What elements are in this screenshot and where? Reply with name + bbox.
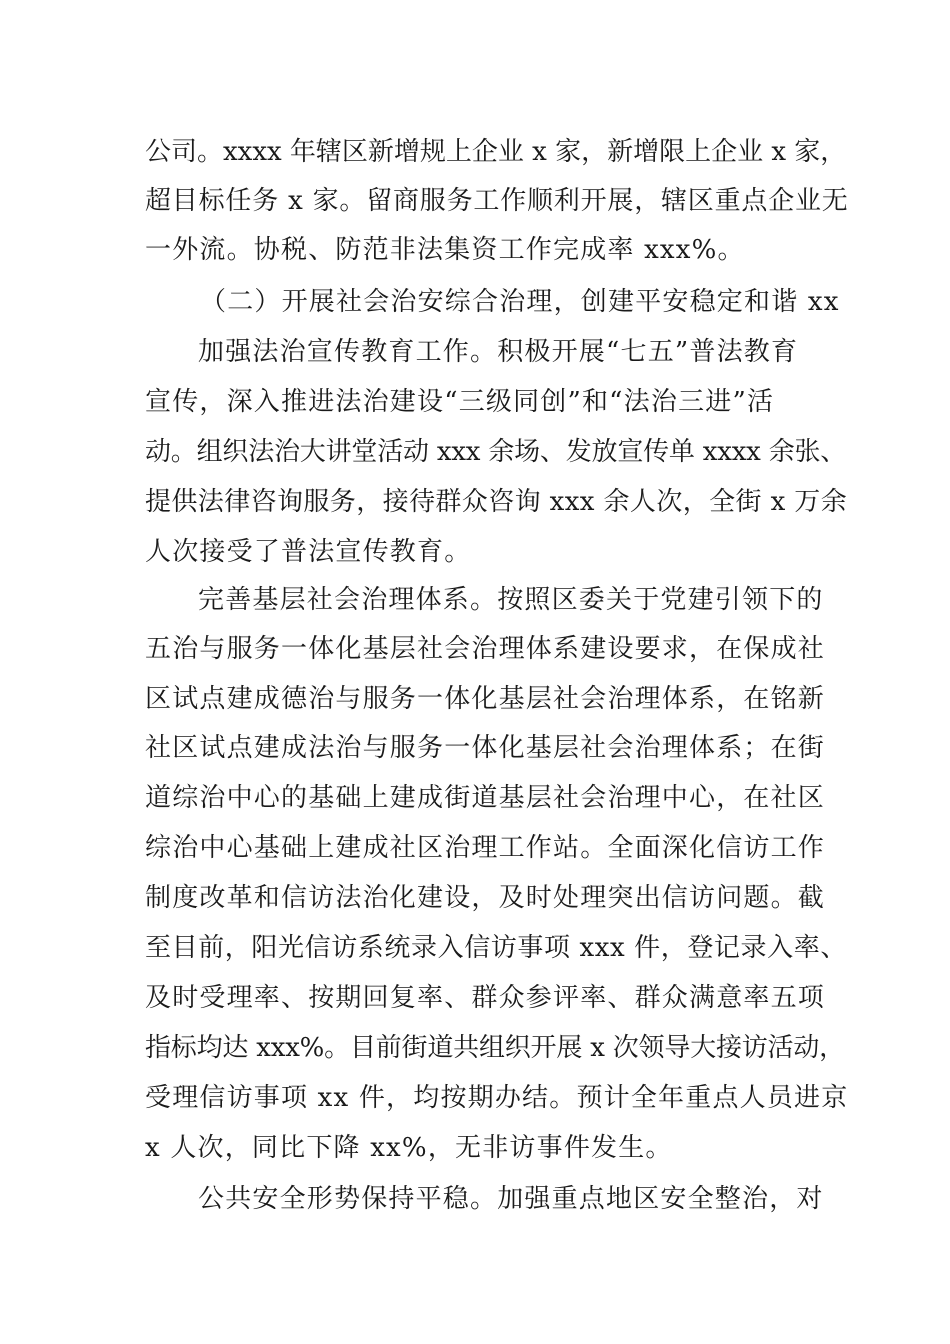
paragraph-line-19: 指标均达 xxx%。目前街道共组织开展 x 次领导大接访活动， <box>145 1033 845 1063</box>
paragraph-line-17: 至目前，阳光信访系统录入信访事项 xxx 件，登记录入率、 <box>145 933 847 963</box>
paragraph-line-21: x 人次，同比下降 xx%，无非访事件发生。 <box>145 1133 673 1163</box>
paragraph-line-1: 公司。xxxx 年辖区新增规上企业 x 家，新增限上企业 x 家， <box>145 137 847 167</box>
paragraph-line-7: 动。组织法治大讲堂活动 xxx 余场、发放宣传单 xxxx 余张、 <box>145 437 847 467</box>
section-heading: （二）开展社会治安综合治理，创建平安稳定和谐 xx <box>200 287 840 317</box>
paragraph-line-10: 完善基层社会治理体系。按照区委关于党建引领下的 <box>198 585 824 615</box>
paragraph-line-22: 公共安全形势保持平稳。加强重点地区安全整治，对 <box>198 1184 824 1214</box>
paragraph-line-14: 道综治中心的基础上建成街道基层社会治理中心，在社区 <box>145 783 826 813</box>
paragraph-line-11: 五治与服务一体化基层社会治理体系建设要求，在保成社 <box>145 634 826 664</box>
paragraph-line-3: 一外流。协税、防范非法集资工作完成率 xxx%。 <box>145 235 745 265</box>
paragraph-line-6: 宣传，深入推进法治建设“三级同创”和“法治三进”活 <box>145 387 775 417</box>
paragraph-line-12: 区试点建成德治与服务一体化基层社会治理体系，在铭新 <box>145 684 826 714</box>
paragraph-line-16: 制度改革和信访法治化建设，及时处理突出信访问题。截 <box>145 883 826 913</box>
paragraph-line-5: 加强法治宣传教育工作。积极开展“七五”普法教育 <box>198 337 799 367</box>
paragraph-line-18: 及时受理率、按期回复率、群众参评率、群众满意率五项 <box>145 983 826 1013</box>
paragraph-line-20: 受理信访事项 xx 件，均按期办结。预计全年重点人员进京 <box>145 1083 849 1113</box>
paragraph-line-8: 提供法律咨询服务，接待群众咨询 xxx 余人次，全街 x 万余 <box>145 487 848 517</box>
paragraph-line-9: 人次接受了普法宣传教育。 <box>145 537 472 567</box>
paragraph-line-15: 综治中心基础上建成社区治理工作站。全面深化信访工作 <box>145 833 826 863</box>
paragraph-line-13: 社区试点建成法治与服务一体化基层社会治理体系；在街 <box>145 733 826 763</box>
paragraph-line-2: 超目标任务 x 家。留商服务工作顺利开展，辖区重点企业无 <box>145 186 849 216</box>
